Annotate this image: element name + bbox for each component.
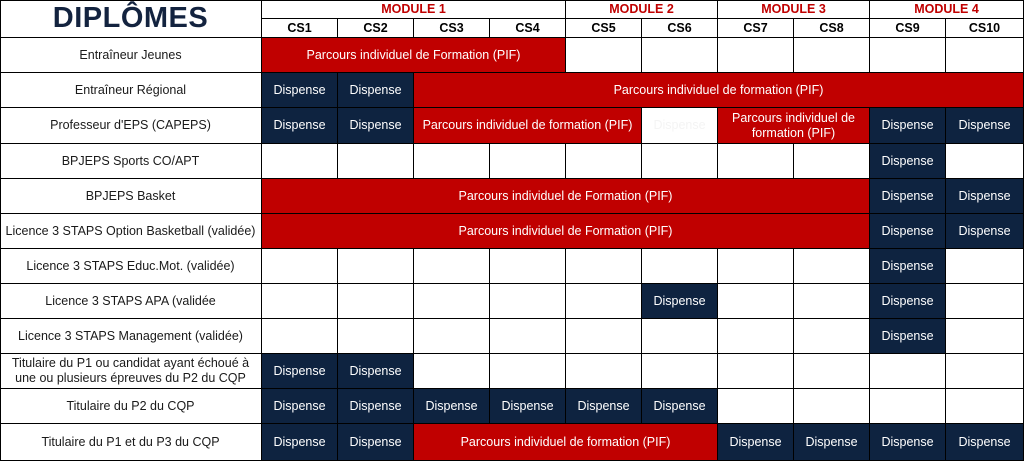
column-header: CS5	[566, 19, 642, 38]
empty-cell	[794, 144, 870, 179]
empty-cell	[414, 249, 490, 284]
empty-cell	[946, 389, 1024, 424]
dispense-cell: Dispense	[946, 424, 1024, 461]
pif-cell: Parcours individuel de formation (PIF)	[414, 73, 1024, 108]
empty-cell	[946, 354, 1024, 389]
empty-cell	[490, 144, 566, 179]
column-header: CS4	[490, 19, 566, 38]
empty-cell	[946, 284, 1024, 319]
empty-cell	[262, 284, 338, 319]
empty-cell	[794, 249, 870, 284]
row-label: Entraîneur Jeunes	[0, 38, 262, 73]
dispense-cell: Dispense	[262, 424, 338, 461]
dispense-cell: Dispense	[338, 389, 414, 424]
empty-cell	[262, 249, 338, 284]
empty-cell	[870, 389, 946, 424]
dispense-cell: Dispense	[262, 354, 338, 389]
empty-cell	[718, 389, 794, 424]
dispense-cell: Dispense	[718, 424, 794, 461]
empty-cell	[718, 144, 794, 179]
pif-cell: Parcours individuel de formation (PIF)	[414, 108, 642, 144]
row-label: Titulaire du P2 du CQP	[0, 389, 262, 424]
empty-cell	[718, 319, 794, 354]
row-label: Licence 3 STAPS Option Basketball (validée)	[0, 214, 262, 249]
dispense-cell: Dispense	[642, 108, 718, 144]
empty-cell	[946, 38, 1024, 73]
empty-cell	[490, 319, 566, 354]
dispense-cell: Dispense	[946, 108, 1024, 144]
column-header: CS6	[642, 19, 718, 38]
dispense-cell: Dispense	[794, 424, 870, 461]
dispense-cell: Dispense	[870, 214, 946, 249]
empty-cell	[870, 354, 946, 389]
column-header: CS10	[946, 19, 1024, 38]
empty-cell	[642, 354, 718, 389]
empty-cell	[718, 354, 794, 389]
empty-cell	[946, 319, 1024, 354]
empty-cell	[794, 319, 870, 354]
empty-cell	[490, 249, 566, 284]
empty-cell	[338, 144, 414, 179]
row-label: Professeur d'EPS (CAPEPS)	[0, 108, 262, 144]
dispense-cell: Dispense	[870, 108, 946, 144]
pif-cell: Parcours individuel de formation (PIF)	[414, 424, 718, 461]
module-header: MODULE 1	[262, 0, 566, 19]
empty-cell	[566, 354, 642, 389]
dispense-cell: Dispense	[870, 249, 946, 284]
empty-cell	[794, 38, 870, 73]
dispense-cell: Dispense	[262, 389, 338, 424]
pif-cell: Parcours individuel de Formation (PIF)	[262, 214, 870, 249]
row-label: BPJEPS Sports CO/APT	[0, 144, 262, 179]
module-header: MODULE 2	[566, 0, 718, 19]
dispense-cell: Dispense	[338, 354, 414, 389]
dispense-cell: Dispense	[870, 284, 946, 319]
empty-cell	[642, 319, 718, 354]
dispense-cell: Dispense	[338, 73, 414, 108]
empty-cell	[338, 284, 414, 319]
column-header: CS3	[414, 19, 490, 38]
empty-cell	[718, 38, 794, 73]
dispense-cell: Dispense	[946, 179, 1024, 214]
empty-cell	[718, 284, 794, 319]
empty-cell	[566, 38, 642, 73]
empty-cell	[490, 354, 566, 389]
row-label: Licence 3 STAPS Educ.Mot. (validée)	[0, 249, 262, 284]
dispense-cell: Dispense	[490, 389, 566, 424]
row-label: Licence 3 STAPS Management (validée)	[0, 319, 262, 354]
empty-cell	[414, 319, 490, 354]
table-title: DIPLÔMES	[0, 0, 262, 38]
empty-cell	[794, 354, 870, 389]
dispense-cell: Dispense	[870, 424, 946, 461]
row-label: Licence 3 STAPS APA (validée	[0, 284, 262, 319]
empty-cell	[642, 249, 718, 284]
dispense-cell: Dispense	[338, 424, 414, 461]
dispense-cell: Dispense	[414, 389, 490, 424]
empty-cell	[414, 354, 490, 389]
column-header: CS1	[262, 19, 338, 38]
dispense-cell: Dispense	[870, 179, 946, 214]
empty-cell	[262, 144, 338, 179]
empty-cell	[490, 284, 566, 319]
empty-cell	[870, 38, 946, 73]
dispense-cell: Dispense	[338, 108, 414, 144]
empty-cell	[642, 38, 718, 73]
empty-cell	[338, 319, 414, 354]
column-header: CS2	[338, 19, 414, 38]
dispense-cell: Dispense	[642, 284, 718, 319]
dispense-cell: Dispense	[870, 144, 946, 179]
pif-cell: Parcours individuel de Formation (PIF)	[262, 179, 870, 214]
dispense-cell: Dispense	[566, 389, 642, 424]
row-label: Titulaire du P1 ou candidat ayant échoué à une ou plusieurs épreuves du P2 du CQP	[0, 354, 262, 389]
column-header: CS7	[718, 19, 794, 38]
pif-cell: Parcours individuel de formation (PIF)	[718, 108, 870, 144]
empty-cell	[414, 144, 490, 179]
column-header: CS9	[870, 19, 946, 38]
column-header: CS8	[794, 19, 870, 38]
dispense-cell: Dispense	[870, 319, 946, 354]
empty-cell	[566, 284, 642, 319]
dispense-cell: Dispense	[262, 73, 338, 108]
empty-cell	[946, 249, 1024, 284]
empty-cell	[566, 249, 642, 284]
module-header: MODULE 3	[718, 0, 870, 19]
empty-cell	[946, 144, 1024, 179]
dispense-cell: Dispense	[262, 108, 338, 144]
module-header: MODULE 4	[870, 0, 1024, 19]
empty-cell	[414, 284, 490, 319]
empty-cell	[262, 319, 338, 354]
empty-cell	[642, 144, 718, 179]
row-label: BPJEPS Basket	[0, 179, 262, 214]
empty-cell	[566, 319, 642, 354]
dispense-cell: Dispense	[642, 389, 718, 424]
dispense-cell: Dispense	[946, 214, 1024, 249]
empty-cell	[566, 144, 642, 179]
empty-cell	[338, 249, 414, 284]
row-label: Titulaire du P1 et du P3 du CQP	[0, 424, 262, 461]
empty-cell	[794, 284, 870, 319]
pif-cell: Parcours individuel de Formation (PIF)	[262, 38, 566, 73]
empty-cell	[718, 249, 794, 284]
empty-cell	[794, 389, 870, 424]
row-label: Entraîneur Régional	[0, 73, 262, 108]
